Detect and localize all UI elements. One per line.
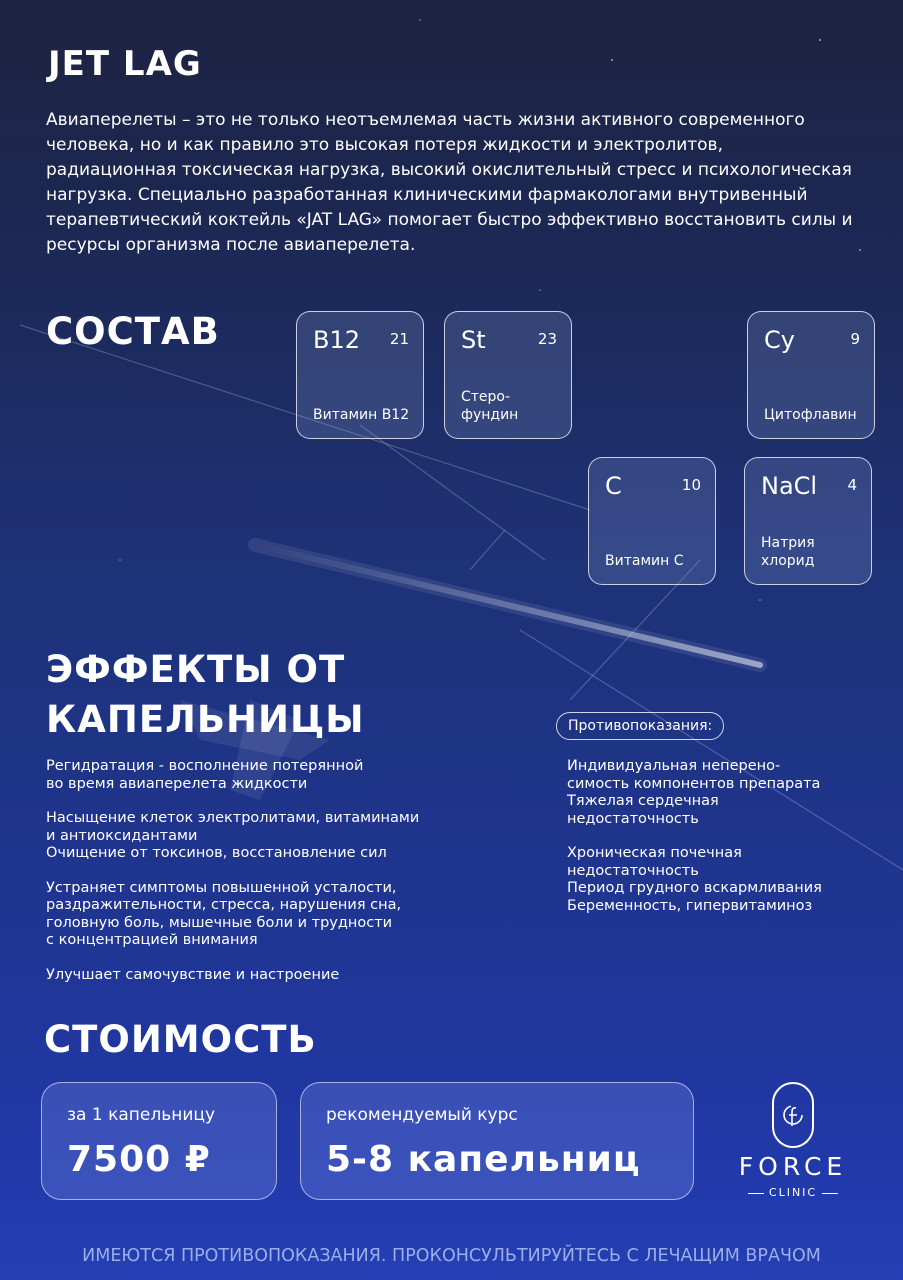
tile-number: 23 [537, 330, 557, 348]
list-item: Индивидуальная неперено- симость компонентов препарата Тяжелая сердечная недостаточность [567, 758, 821, 827]
tile-name: Витамин B12 [313, 407, 410, 423]
tile-symbol: Cy [764, 326, 795, 354]
tile-number: 9 [850, 330, 860, 348]
tile-number: 10 [681, 476, 701, 494]
composition-tile [588, 457, 716, 585]
page-title: JET LAG [48, 44, 202, 84]
tile-name: Витамин С [605, 553, 684, 569]
tile-name: Цитофлавин [764, 407, 857, 423]
composition-heading: СОСТАВ [46, 310, 220, 353]
composition-tile [747, 311, 875, 439]
price-heading: СТОИМОСТЬ [44, 1018, 317, 1061]
composition-tile [444, 311, 572, 439]
price-label: за 1 капельницу [67, 1105, 216, 1125]
composition-tile [296, 311, 424, 439]
logo-subtitle: CLINIC [728, 1186, 858, 1199]
course-label: рекомендуемый курс [326, 1105, 518, 1125]
tile-symbol: NaCl [761, 472, 818, 500]
tile-name: Натрия хлорид [761, 535, 815, 569]
list-item: Насыщение клеток электролитами, витаминами и антиоксидантами Очищение от токсинов, восстановление сил [46, 810, 420, 861]
tile-name: Стеро- фундин [461, 389, 519, 423]
list-item: Хроническая почечная недостаточность Период грудного вскармливания Беременность, гипервитаминоз [567, 845, 822, 914]
intro-paragraph: Авиаперелеты – это не только неотъемлемая часть жизни активного современного человека, но и как правило это высокая потеря жидкости и электролитов, радиационная токсическая нагрузка, высокий окислительный стресс и психологическая нагрузка. Специально разработанная клиническими фармакологами внутривенный терапевтический коктейль «JAT LAG» помогает быстро эффективно восстановить силы и ресурсы организма после авиаперелета. [46, 110, 853, 255]
effects-list [46, 758, 476, 1001]
list-item: Улучшает самочувствие и настроение [46, 966, 340, 983]
course-price-card [300, 1082, 694, 1200]
effects-heading: ЭФФЕКТЫ ОТ КАПЕЛЬНИЦЫ [46, 648, 365, 741]
disclaimer-footer: ИМЕЮТСЯ ПРОТИВОПОКАЗАНИЯ. ПРОКОНСУЛЬТИРУЙТЕСЬ С ЛЕЧАЩИМ ВРАЧОМ [82, 1246, 821, 1266]
list-item: Устраняет симптомы повышенной усталости, раздражительности, стресса, нарушения сна, головную боль, мышечные боли и трудности с концентрацией внимания [46, 879, 402, 948]
single-price-card [41, 1082, 277, 1200]
force-clinic-logo [728, 1080, 858, 1205]
contraindications-list [567, 758, 867, 932]
tile-symbol: C [605, 472, 622, 500]
force-clinic-logo-icon [728, 1080, 858, 1150]
logo-wordmark: FORCE [738, 1152, 848, 1181]
price-value: 7500 ₽ [67, 1139, 211, 1180]
tile-symbol: B12 [313, 326, 361, 354]
list-item: Регидратация - восполнение потерянной во время авиаперелета жидкости [46, 758, 364, 792]
contraindications-badge: Противопоказания: [556, 712, 724, 740]
tile-symbol: St [461, 326, 486, 354]
course-value: 5-8 капельниц [326, 1139, 641, 1180]
tile-number: 4 [847, 476, 857, 494]
tile-number: 21 [389, 330, 409, 348]
composition-tile [744, 457, 872, 585]
